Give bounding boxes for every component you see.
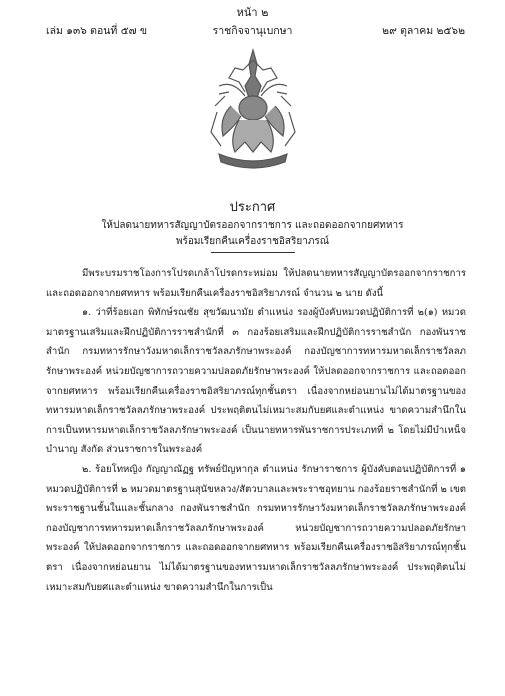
publication-date: ๒๙ ตุลาคม ๒๕๖๒ [382, 25, 465, 37]
gazette-name: ราชกิจจานุเบกษา [212, 25, 293, 37]
item-1-paragraph: ๑. ว่าที่ร้อยเอก พิทักษ์รณชัย สุขวัฒนามัย ตำแหน่ง รองผู้บังคับหมวดปฏิบัติการที่ ๒(๑) หมวดมาตรฐานเสริมและฝึกปฏิบัติการราชสำนักที่ ๓ กองร้อยเสริมและฝึกปฏิบัติการราชสำนัก กองพันราชสำนัก กรมทหารรักษาวังมหาดเล็กราชวัลลภรักษาพระองค์ กองบัญชาการทหารมหาดเล็กราชวัลลภรักษาพระองค์ หน่วยบัญชาการถวายความปลอดภัยรักษาพระองค์ ให้ปลดออกจากราชการ และถอดออกจากยศทหาร พร้อมเรียกคืนเครื่องราชอิสริยาภรณ์ทุกชั้นตรา เนื่องจากหย่อนยานไม่ได้มาตรฐานของทหารมหาดเล็กราชวัลลภรักษาพระองค์ ประพฤติตนไม่เหมาะสมกับยศและตำแหน่ง ขาดความสำนึกในการเป็นทหารมหาดเล็กราชวัลลภรักษาพระองค์ เป็นนายทหารพันราชการประเภทที่ ๒ โดยไม่มีบำเหน็จบำนาญ สังกัด ส่วนราชการในพระองค์ [46, 307, 466, 456]
announcement-subtitle-line-2: พร้อมเรียกคืนเครื่องราชอิสริยาภรณ์ [175, 236, 330, 247]
announcement-subtitle-line-1: ให้ปลดนายทหารสัญญาบัตรออกจากราชการ และถอดออกจากยศทหาร [101, 220, 404, 231]
item-2-paragraph: ๒. ร้อยโทหญิง กัญญาณัฏฐ ทรัพย์ปัญหากุล ตำแหน่ง รักษาราชการ ผู้บังคับตอนปฏิบัติการที่ ๑ หมวดปฏิบัติการที่ ๒ หมวดมาตรฐานสุนัขหลวง/สัตวบาลและพระราชอุทยาน กองร้อยราชสำนักที่ ๒ เขตพระราชฐานชั้นในและชั้นกลาง กองพันราชสำนัก กรมทหารรักษาวังมหาดเล็กราชวัลลภรักษาพระองค์ กองบัญชาการทหารมหาดเล็กราชวัลลภรักษาพระองค์ หน่วยบัญชาการถวายความปลอดภัยรักษาพระองค์ ให้ปลดออกจากราชการ และถอดออกจากยศทหาร พร้อมเรียกคืนเครื่องราชอิสริยาภรณ์ทุกชั้นตรา เนื่องจากหย่อนยาน ไม่ได้มาตรฐานของทหารมหาดเล็กราชวัลลภรักษาพระองค์ ประพฤติตนไม่เหมาะสมกับยศและตำแหน่ง ขาดความสำนึกในการเป็น [46, 463, 466, 593]
page-number: หน้า ๒ [236, 6, 269, 19]
announcement-body [46, 264, 466, 597]
title-divider [211, 252, 295, 253]
announcement-title: ประกาศ [229, 200, 276, 215]
volume-issue: เล่ม ๑๓๖ ตอนที่ ๕๗ ข [46, 25, 148, 37]
royal-garuda-emblem-icon [205, 46, 301, 174]
intro-paragraph: มีพระบรมราชโองการโปรดเกล้าโปรดกระหม่อม ให้ปลดนายทหารสัญญาบัตรออกจากราชการ และถอดออกจากยศทหาร พร้อมเรียกคืนเครื่องราชอิสริยาภรณ์ จำนวน ๒ นาย ดังนี้ [46, 268, 466, 299]
